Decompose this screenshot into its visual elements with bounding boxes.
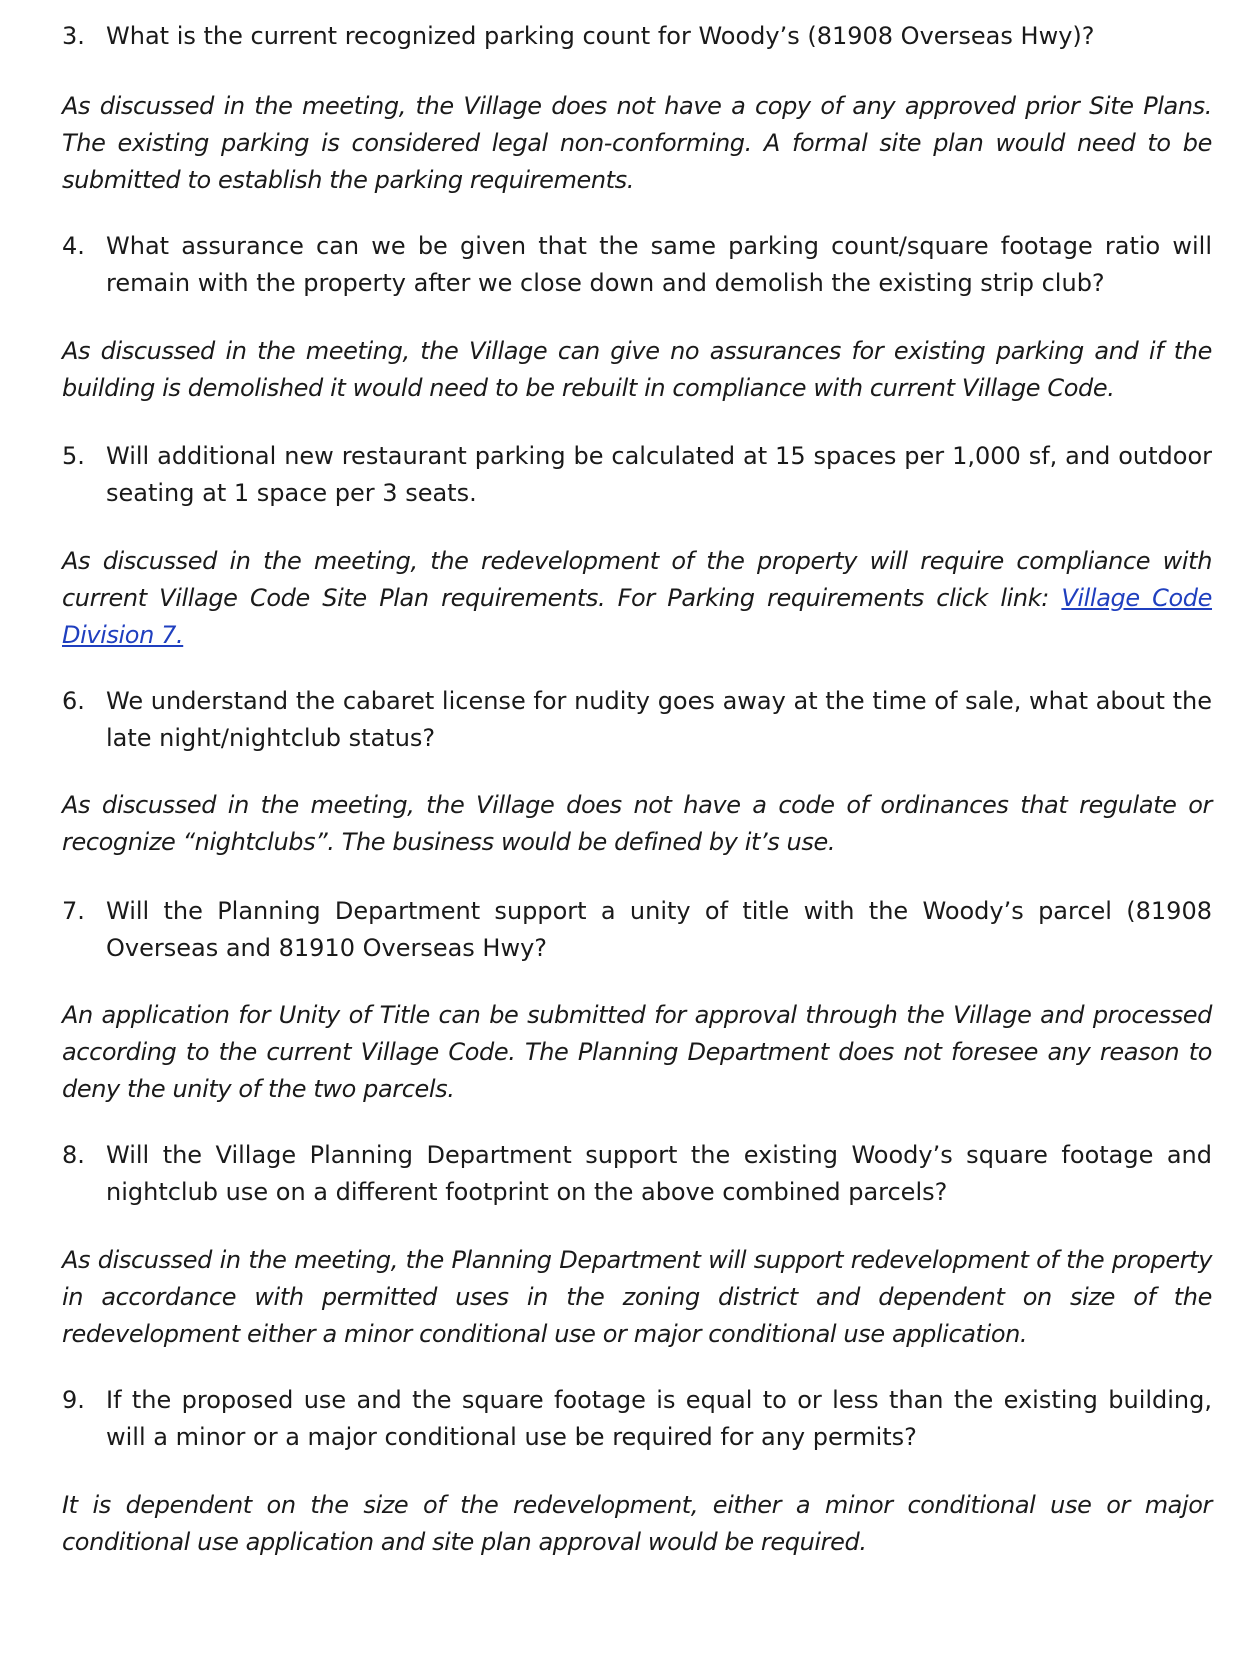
question-number: 6. — [62, 687, 85, 715]
question-text: Will the Village Planning Department support the existing Woody’s square footage and nightclub use on a different footprint on the above combined parcels? — [106, 1141, 1212, 1206]
village-code-link[interactable]: Village Code Division 7. — [62, 584, 1213, 649]
question-number: 5. — [62, 442, 85, 470]
question-4 — [62, 228, 1212, 302]
question-number: 8. — [62, 1141, 85, 1169]
question-number: 9. — [62, 1386, 85, 1414]
answer-4: As discussed in the meeting, the Village can give no assurances for existing parking and if the building is demolished it would need to be rebuilt in compliance with current Village Code. — [62, 337, 1212, 402]
answer-7: An application for Unity of Title can be submitted for approval through the Village and processed according to the current Village Code. The Planning Department does not foresee any reason to deny the unity of the two parcels. — [62, 1001, 1212, 1103]
question-text: What assurance can we be given that the same parking count/square footage ratio will remain with the property after we close down and demolish the existing strip club? — [106, 232, 1212, 297]
question-9 — [62, 1382, 1212, 1456]
answer-5 — [62, 543, 1212, 654]
answer-9: It is dependent on the size of the redevelopment, either a minor conditional use or major conditional use application and site plan approval would be required. — [62, 1491, 1212, 1556]
question-text: Will the Planning Department support a unity of title with the Woody’s parcel (81908 Overseas and 81910 Overseas Hwy? — [106, 897, 1212, 962]
question-5 — [62, 438, 1212, 512]
answer-8: As discussed in the meeting, the Planning Department will support redevelopment of the property in accordance with permitted uses in the zoning district and dependent on size of the redevelopment either a minor conditional use or major conditional use application. — [62, 1246, 1212, 1348]
question-text: If the proposed use and the square footage is equal to or less than the existing building, will a minor or a major conditional use be required for any permits? — [106, 1386, 1212, 1451]
question-text: We understand the cabaret license for nudity goes away at the time of sale, what about the late night/nightclub status? — [106, 687, 1212, 752]
question-text: What is the current recognized parking count for Woody’s (81908 Overseas Hwy)? — [106, 22, 1095, 50]
question-8 — [62, 1137, 1212, 1211]
question-7 — [62, 893, 1212, 967]
answer-6: As discussed in the meeting, the Village does not have a code of ordinances that regulate or recognize “nightclubs”. The business would be defined by it’s use. — [62, 791, 1212, 856]
question-text: Will additional new restaurant parking be calculated at 15 spaces per 1,000 sf, and outdoor seating at 1 space per 3 seats. — [106, 442, 1212, 507]
answer-text: As discussed in the meeting, the redevelopment of the property will require compliance with current Village Code Site Plan requirements. For Parking requirements click link: — [62, 547, 1212, 612]
question-6 — [62, 683, 1212, 757]
question-number: 4. — [62, 232, 85, 260]
question-3 — [62, 18, 1212, 55]
question-number: 7. — [62, 897, 85, 925]
question-number: 3. — [62, 22, 85, 50]
answer-3: As discussed in the meeting, the Village does not have a copy of any approved prior Site Plans. The existing parking is considered legal non-conforming. A formal site plan would need to be submitted to establish the parking requirements. — [62, 92, 1212, 194]
